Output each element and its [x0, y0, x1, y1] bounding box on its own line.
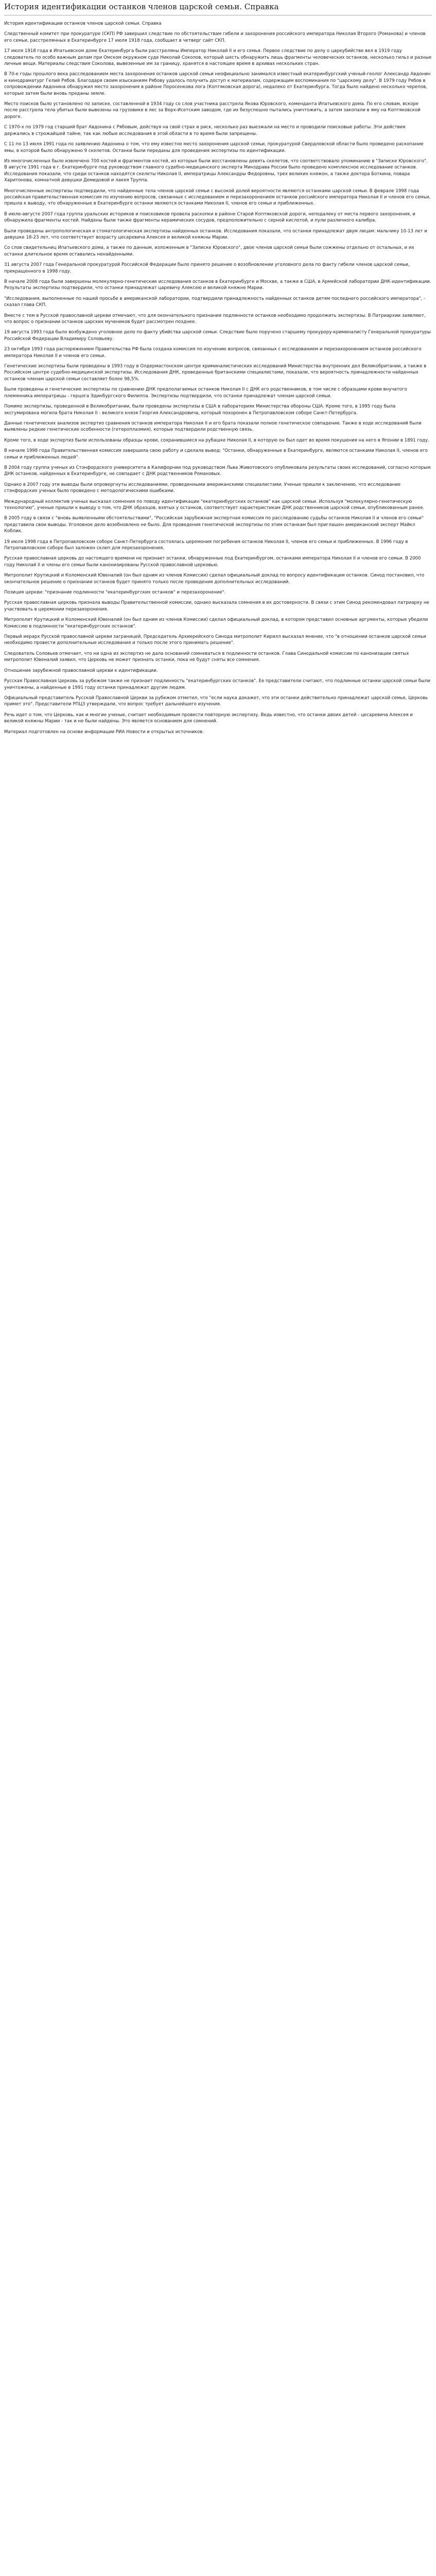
paragraph: Были проведены и генетические экспертизы по сравнению ДНК предполагаемых останков Николая II с ДНК его родственников, в том числе с образцами крови внучатого племянника императрицы - герцога Эдинбургского Филиппа. Экспертизы подтвердили, что останки принадлежат членам царской семьи.	[4, 387, 407, 399]
paragraph: 31 августа 2007 года Генеральной прокуратурой Российской Федерации было принято решение о возобновлении уголовного дела по факту гибели членов царской семьи, прекращенного в 1998 году.	[4, 262, 410, 274]
paragraph: Позиция церкви: "признание подлинности "екатеринбургских останков" и перезахоронение".	[4, 590, 226, 596]
paragraph: В 70-е годы прошлого века расследованием места захоронения останков царской семьи неофициально занимался известный екатеринбургский ученый-геолог Александр Авдонин и кинодраматург Гелий Рябов. Благодаря своим изысканиям Рябову удалось получить доступ к материалам, содержащим воспоминания по "царскому делу". В 1979 году Рябов в сопровождении Авдонина обнаружил место захоронения в районе Поросенкова лога (Коптяковская дорога), недалеко от Екатеринбурга. Тогда было найдено несколько черепов, которые затем были вновь преданы земле.	[4, 72, 431, 96]
paragraph: "Исследования, выполненные по нашей просьбе в американской лаборатории, подтвердили принадлежность найденных останков детям последнего российского императора", - сказал глава СКП.	[4, 296, 425, 308]
paragraph: С 1970-х по 1979 год старший брат Авдонина с Рябовым, действуя на свой страх и риск, несколько раз выезжали на место и проводили поисковые работы. Эти действия держались в строжайшей тайне, так как любые исследования в этой области в то время были запрещены.	[4, 125, 406, 137]
paragraph: Митрополит Крутицкий и Коломенский Ювеналий (он был одним из членов Комиссии) сделал официальный доклад по вопросу идентификации останков. Синод постановил, что окончательное решение о признании останков будет принято только после проведения дополнительных исследований.	[4, 573, 425, 585]
paragraph: Материал подготовлен на основе информации РИА Новости и открытых источников.	[4, 729, 204, 735]
paragraph: Кроме того, в ходе экспертиз были использованы образцы крови, сохранившиеся на рубашке Николая II, в которую он был одет во время покушения на него в Японии в 1891 году.	[4, 437, 429, 443]
paragraph: 17 июля 1918 года в Ипатьевском доме Екатеринбурга были расстреляны Император Николай II и его семья. Первое следствие по делу о цареубийстве вел в 1919 году следователь по особо важным делам при Омском окружном суде Николай Соколов, который шесть обнаружить лишь фрагменты человеческих останков, несколько гильз и разные личные вещи. Материалы следствия Соколова, вывезенные им за границу, хранятся в настоящее время в архивах нескольких стран.	[4, 48, 432, 67]
paragraph: 19 августа 1993 года было возбуждено уголовное дело по факту убийства царской семьи. Следствие было поручено старшему прокурору-криминалисту Генеральной прокуратуры Российской Федерации Владимиру Соловьеву.	[4, 330, 431, 342]
paragraph: С 11 по 13 июля 1991 года по заявлению Авдонина о том, что ему известно место захоронения царской семьи, прокуратурой Свердловской области было проведено раскопание ямы, в которой было обнаружено 9 скелетов. Останки были переданы для проведения экспертизы по идентификации.	[4, 142, 424, 154]
paragraph: В июле-августе 2007 года группа уральских историков и поисковиков провела раскопки в районе Старой Коптяковской дороги, неподалеку от места первого захоронения, и обнаружила фрагменты костей. Найдены были также фрагменты керамических сосудов, предположительно с серной кислотой, и пули различного калибра.	[4, 211, 415, 224]
paragraph: Официальный представитель Русской Православной Церкви за рубежом отметил, что "если наука докажет, что эти останки действительно принадлежат царской семье, Церковь примет это". Представители РПЦЗ утверждали, что вопрос требует дальнейшего изучения.	[4, 695, 428, 707]
paragraph: В 2005 году в связи с "вновь выявленными обстоятельствами", "Российская зарубежная экспертная комиссия по расследованию судьбы останков Николая II и членов его семьи" представила свои выводы. Уголовное дело возобновлено не было. Для проведения генетической экспертизы по этим останкам был приглашен американский эксперт Майкл Коблик.	[4, 516, 424, 534]
paragraph: Однако в 2007 году эти выводы были опровергнуты исследованиями, проведенными американскими специалистами. Ученые пришли к заключению, что исследование стэнфордских ученых было проведено с методологическими ошибками.	[4, 482, 400, 494]
paragraph: Были проведены антропологическая и стоматологическая экспертизы найденных останков. Исследования показали, что останки принадлежат двум лицам: мальчику 10-13 лет и девушке 18-23 лет, что соответствует возрасту цесаревича Алексея и великой княжны Марии.	[4, 228, 427, 240]
paragraph: В начале 1998 года Правительственная комиссия завершила свою работу и сделала вывод: "Останки, обнаруженные в Екатеринбурге, являются останками Николая II, членов его семьи и приближенных людей".	[4, 448, 428, 460]
paragraph: В 2004 году группа ученых из Стэнфордского университета в Калифорнии под руководством Льва Животовского опубликовала результаты своих исследований, согласно которым ДНК останков, найденных в Екатеринбурге, не совпадает с ДНК родственников Романовых.	[4, 465, 431, 477]
paragraph: Данные генетических анализов экспертиз сравнения останков императора Николая II и его брата показали полное генетическое совпадение. Также в ходе исследований были выявлены редкие генетические особенности (гетероплазмия), которые подтвердили родственную связь.	[4, 420, 422, 433]
paragraph: Многочисленные экспертизы подтвердили, что найденные тела членов царской семьи с высокой долей вероятности являются останками царской семьи. В феврале 1998 года российская правительственная комиссия по изучению вопросов, связанных с исследованием и перезахоронением останков российского императора Николая II и членов его семьи, пришла к выводу, что обнаруженные в Екатеринбурге останки являются останками Николая II, членов его семьи и приближенных.	[4, 188, 431, 207]
paragraph: В начале 2008 года были завершены молекулярно-генетические исследования останков в Екатеринбурге и Москве, а также в США, в Армейской лаборатории ДНК-идентификации. Результаты экспертизы подтвердили, что останки принадлежат царевичу Алексею и великой княжне Марии.	[4, 279, 431, 291]
paragraph: Отношение зарубежной православной церкви к идентификации.	[4, 668, 158, 673]
paragraph: История идентификации останков членов царской семьи. Справка	[4, 21, 162, 26]
paragraph: Русская Православная Церковь за рубежом также не признает подлинность "екатеринбургских останков". Ее представители считают, что подлинные останки царской семьи были уничтожены, а найденные в 1991 году останки принадлежат другим людям.	[4, 679, 430, 690]
page-title: История идентификации останков членов царской семьи. Справка	[4, 2, 279, 11]
paragraph: Русская православная церковь до настоящего времени не признает останки, обнаруженные под Екатеринбургом, останками императора Николая II и членов его семьи. В 2000 году Николай II и члены его семьи были канонизированы Русской православной церковью.	[4, 556, 421, 568]
paragraph: Следственный комитет при прокуратуре (СКП) РФ завершил следствие по обстоятельствам гибели и захоронения российского императора Николая Второго (Романова) и членов его семьи, расстрелянных в Екатеринбурге 17 июля 1918 года, сообщает в четверг сайт СКП.	[4, 31, 426, 43]
paragraph: Следователь Соловьев отмечает, что ни одна из экспертиз не дала оснований сомневаться в подлинности останков. Глава Синодальной комиссии по канонизации святых митрополит Ювеналий заявил, что Церковь не может признать останки, пока не будут сняты все сомнения.	[4, 651, 409, 663]
paragraph: Вместе с тем в Русской православной церкви отмечают, что для окончательного признания подлинности останков необходимо продолжить экспертизы. В Патриархии заявляют, что вопрос о признании останков царских мучеников будет рассмотрен позднее.	[4, 313, 426, 325]
paragraph: Речь идет о том, что Церковь, как и многие ученые, считает необходимым провести повторную экспертизу. Ведь известно, что останки двоих детей - цесаревича Алексея и великой княжны Марии - так и не были найдены. Это является основанием для сомнений.	[4, 712, 413, 724]
paragraph: Место поисков было установлено по записке, составленной в 1934 году со слов участника расстрела Якова Юровского, коменданта Ипатьевского дома. По его словам, вскоре после расстрела тела убитых были вывезены на грузовике в лес за Верх-Исетским заводом, где их безуспешно пытались уничтожить, а затем закопали в яму на Коптяковской дороге.	[4, 101, 421, 120]
article-body	[4, 21, 432, 735]
paragraph: Со слов свидетельниц Ипатьевского дома, а также по данным, изложенным в "Записке Юровского", двое членов царской семьи были сожжены отдельно от остальных, и их останки длительное время оставались ненайденными.	[4, 245, 414, 257]
paragraph: Русская православная церковь признала выводы Правительственной комиссии, однако высказала сомнения в их достоверности. В связи с этим Синод рекомендовал патриарху не участвовать в церемонии перезахоронения.	[4, 600, 429, 612]
paragraph: Первый иерарх Русской православной церкви заграницей, Председатель Архиерейского Синода митрополит Кирилл высказал мнение, что "в отношении останков царской семьи необходимо провести дополнительные исследования и только после этого принимать решение".	[4, 634, 426, 646]
paragraph: Международный коллектив ученых высказал сомнения по поводу идентификации "екатеринбургских останков" как царской семьи. Используя "молекулярно-генетическую технологию", ученые пришли к выводу о том, что ДНК образцов, взятых у останков, соответствует характеристикам ДНК родственников царской семьи, опубликованным ранее.	[4, 499, 425, 511]
paragraph: Помимо экспертизы, проведенной в Великобритании, были проведены экспертизы в США в лабораториях Министерства обороны США. Кроме того, в 1995 году была эксгумирована могила брата Николая II - великого князя Георгия Александровича, который похоронен в Петропавловском соборе Санкт-Петербурга.	[4, 404, 396, 416]
paragraph: Генетические экспертизы были проведены в 1993 году в Олдермастонском центре криминалистических исследований Министерства внутренних дел Великобритании, а также в Российском центре судебно-медицинской экспертизы. Исследования ДНК, проведенные британскими специалистами, показали, что вероятность принадлежности найденных останков членам царской семьи составляет более 98,5%.	[4, 364, 427, 382]
paragraph: 19 июля 1998 года в Петропавловском соборе Санкт-Петербурга состоялась церемония погребения останков Николая II, членов его семьи и приближенных. В 1996 году в Петропавловском соборе был заложен склеп для перезахоронения.	[4, 539, 408, 551]
paragraph: 23 октября 1993 года распоряжением Правительства РФ была создана комиссия по изучению вопросов, связанных с исследованием и перезахоронением останков российского императора Николая II и членов его семьи.	[4, 347, 422, 359]
document-page	[0, 0, 436, 735]
paragraph: Митрополит Крутицкий и Коломенский Ювеналий (он был одним из членов Комиссии) сделал официальный доклад, в котором представил основные аргументы, которые убедили Комиссию в подлинности "екатеринбургских останков".	[4, 617, 428, 629]
paragraph: Из многочисленных было извлечено 700 костей и фрагментов костей, из которых были восстановлены девять скелетов, что соответствовало упоминанию в "Записке Юровского". В августе 1991 года в г. Екатеринбурге под руководством главного судебно-медицинского эксперта Минздрава России было проведено комплексное исследование останков. Исследования показали, что среди останков находятся скелеты Николая II, императрицы Александры Федоровны, трех великих княжон, а также доктора Боткина, повара Харитонова, комнатной девушки Демидовой и лакея Труппа.	[4, 158, 428, 183]
